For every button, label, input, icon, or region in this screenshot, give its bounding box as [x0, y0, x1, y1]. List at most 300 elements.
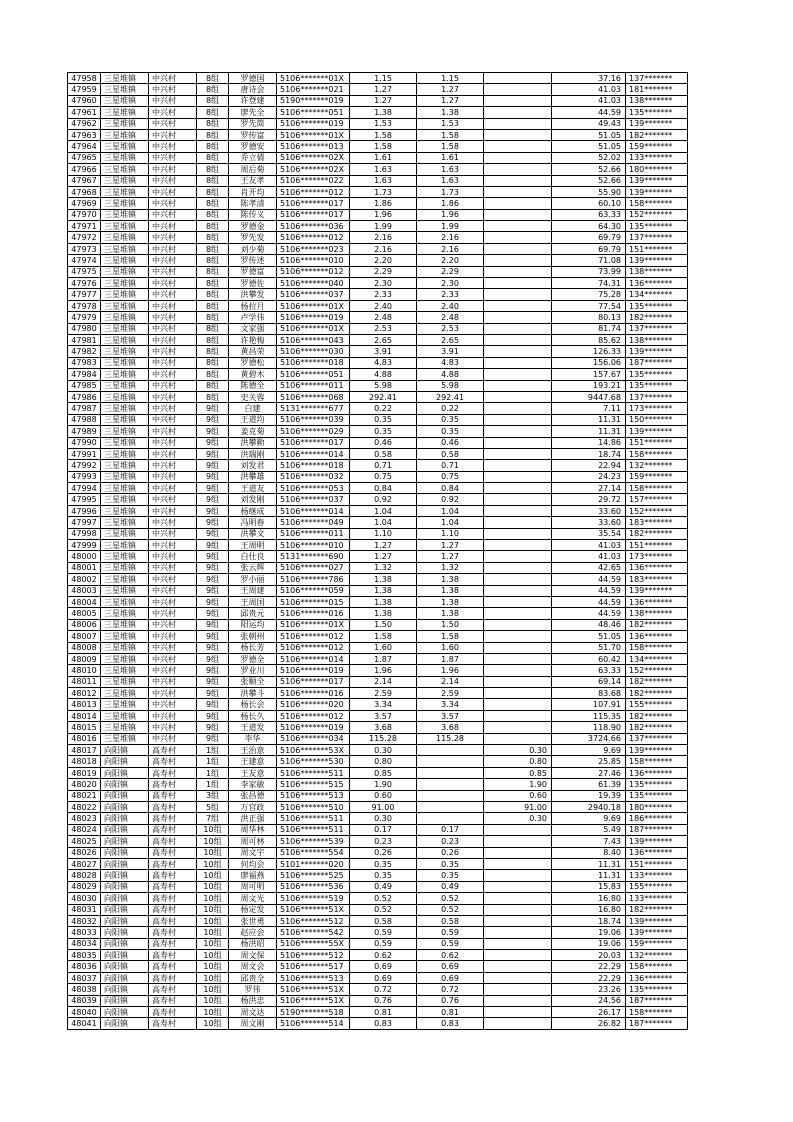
- area-cell: 1.27: [350, 84, 417, 95]
- village-cell: 中兴村: [149, 574, 197, 585]
- amount-cell: 118.90: [552, 722, 626, 733]
- phone-cell: 135*******: [626, 779, 688, 790]
- area-a-cell: 1.38: [417, 107, 484, 118]
- group-cell: 8组: [197, 278, 229, 289]
- village-cell: 高寿村: [149, 802, 197, 813]
- village-cell: 高寿村: [149, 961, 197, 972]
- town-cell: 三星堆镇: [101, 608, 149, 619]
- village-cell: 中兴村: [149, 505, 197, 516]
- phone-cell: 151*******: [626, 858, 688, 869]
- area-a-cell: 0.62: [417, 950, 484, 961]
- phone-cell: 138*******: [626, 95, 688, 106]
- phone-cell: 157*******: [626, 494, 688, 505]
- id-number-cell: 5106*******014: [277, 505, 350, 516]
- phone-cell: 187*******: [626, 824, 688, 835]
- area-cell: 1.63: [350, 164, 417, 175]
- area-cell: 2.30: [350, 278, 417, 289]
- id-number-cell: 5106*******51X: [277, 984, 350, 995]
- group-cell: 9组: [197, 574, 229, 585]
- area-b-cell: [484, 950, 552, 961]
- name-cell: 黄昌荣: [229, 346, 277, 357]
- name-cell: 罗传富: [229, 129, 277, 140]
- amount-cell: 24.23: [552, 471, 626, 482]
- village-cell: 高寿村: [149, 1007, 197, 1018]
- row-number-cell: 47958: [68, 73, 101, 84]
- phone-cell: 155*******: [626, 881, 688, 892]
- group-cell: 8组: [197, 198, 229, 209]
- area-b-cell: [484, 904, 552, 915]
- amount-cell: 27.14: [552, 483, 626, 494]
- amount-cell: 107.91: [552, 699, 626, 710]
- row-number-cell: 47982: [68, 346, 101, 357]
- table-row: [68, 836, 688, 847]
- name-cell: 王建意: [229, 756, 277, 767]
- group-cell: 8组: [197, 141, 229, 152]
- row-number-cell: 48031: [68, 904, 101, 915]
- area-b-cell: [484, 540, 552, 551]
- name-cell: 张朝州: [229, 631, 277, 642]
- area-a-cell: 2.48: [417, 312, 484, 323]
- row-number-cell: 48012: [68, 688, 101, 699]
- table-row: [68, 688, 688, 699]
- row-number-cell: 48026: [68, 847, 101, 858]
- table-row: [68, 574, 688, 585]
- village-cell: 中兴村: [149, 596, 197, 607]
- phone-cell: 151*******: [626, 437, 688, 448]
- amount-cell: 60.42: [552, 653, 626, 664]
- group-cell: 8组: [197, 209, 229, 220]
- village-cell: 高寿村: [149, 915, 197, 926]
- area-b-cell: [484, 517, 552, 528]
- group-cell: 7组: [197, 813, 229, 824]
- group-cell: 9组: [197, 631, 229, 642]
- amount-cell: 35.54: [552, 528, 626, 539]
- area-cell: 1.96: [350, 209, 417, 220]
- area-cell: 0.59: [350, 927, 417, 938]
- town-cell: 三星堆镇: [101, 164, 149, 175]
- area-cell: 1.58: [350, 141, 417, 152]
- name-cell: 廖福燕: [229, 870, 277, 881]
- table-row: [68, 915, 688, 926]
- area-a-cell: 1.04: [417, 505, 484, 516]
- group-cell: 8组: [197, 255, 229, 266]
- phone-cell: 158*******: [626, 483, 688, 494]
- table-row: [68, 642, 688, 653]
- id-number-cell: 5106*******014: [277, 448, 350, 459]
- name-cell: 杨长芳: [229, 642, 277, 653]
- area-b-cell: [484, 870, 552, 881]
- id-number-cell: 5106*******029: [277, 426, 350, 437]
- row-number-cell: 48005: [68, 608, 101, 619]
- area-a-cell: 3.34: [417, 699, 484, 710]
- group-cell: 10组: [197, 1007, 229, 1018]
- town-cell: 三星堆镇: [101, 289, 149, 300]
- phone-cell: 139*******: [626, 346, 688, 357]
- area-a-cell: 2.14: [417, 676, 484, 687]
- area-b-cell: 1.90: [484, 779, 552, 790]
- area-a-cell: 1.87: [417, 653, 484, 664]
- town-cell: 三星堆镇: [101, 232, 149, 243]
- town-cell: 三星堆镇: [101, 619, 149, 630]
- area-b-cell: [484, 995, 552, 1006]
- village-cell: 中兴村: [149, 403, 197, 414]
- area-b-cell: [484, 585, 552, 596]
- village-cell: 高寿村: [149, 779, 197, 790]
- id-number-cell: 5106*******511: [277, 767, 350, 778]
- phone-cell: 137*******: [626, 232, 688, 243]
- town-cell: 向阳镇: [101, 904, 149, 915]
- phone-cell: 136*******: [626, 562, 688, 573]
- amount-cell: 19.39: [552, 790, 626, 801]
- row-number-cell: 48004: [68, 596, 101, 607]
- phone-cell: 137*******: [626, 733, 688, 744]
- table-row: [68, 198, 688, 209]
- phone-cell: 182*******: [626, 528, 688, 539]
- area-b-cell: [484, 938, 552, 949]
- name-cell: 罗先简: [229, 118, 277, 129]
- phone-cell: 138*******: [626, 334, 688, 345]
- row-number-cell: 47995: [68, 494, 101, 505]
- phone-cell: 133*******: [626, 870, 688, 881]
- row-number-cell: 47973: [68, 243, 101, 254]
- village-cell: 高寿村: [149, 858, 197, 869]
- area-a-cell: 292.41: [417, 391, 484, 402]
- amount-cell: 64.30: [552, 221, 626, 232]
- area-cell: 0.52: [350, 893, 417, 904]
- area-a-cell: 1.86: [417, 198, 484, 209]
- group-cell: 10组: [197, 938, 229, 949]
- amount-cell: 26.17: [552, 1007, 626, 1018]
- village-cell: 中兴村: [149, 471, 197, 482]
- amount-cell: 51.05: [552, 129, 626, 140]
- group-cell: 10组: [197, 961, 229, 972]
- area-a-cell: 3.91: [417, 346, 484, 357]
- town-cell: 三星堆镇: [101, 574, 149, 585]
- group-cell: 10组: [197, 927, 229, 938]
- village-cell: 高寿村: [149, 995, 197, 1006]
- name-cell: 刘发君: [229, 460, 277, 471]
- table-row: [68, 858, 688, 869]
- id-number-cell: 5106*******01X: [277, 323, 350, 334]
- name-cell: 文家强: [229, 323, 277, 334]
- id-number-cell: 5106*******011: [277, 380, 350, 391]
- town-cell: 向阳镇: [101, 813, 149, 824]
- area-b-cell: [484, 391, 552, 402]
- name-cell: 周可明: [229, 881, 277, 892]
- row-number-cell: 47991: [68, 448, 101, 459]
- id-number-cell: 5106*******019: [277, 118, 350, 129]
- amount-cell: 74.31: [552, 278, 626, 289]
- group-cell: 1组: [197, 756, 229, 767]
- group-cell: 10组: [197, 995, 229, 1006]
- area-a-cell: 1.38: [417, 574, 484, 585]
- amount-cell: 41.03: [552, 540, 626, 551]
- phone-cell: 182*******: [626, 676, 688, 687]
- row-number-cell: 48007: [68, 631, 101, 642]
- name-cell: 罗传述: [229, 255, 277, 266]
- row-number-cell: 47960: [68, 95, 101, 106]
- area-a-cell: 1.60: [417, 642, 484, 653]
- phone-cell: 136*******: [626, 767, 688, 778]
- village-cell: 中兴村: [149, 323, 197, 334]
- area-a-cell: 0.35: [417, 858, 484, 869]
- table-row: [68, 312, 688, 323]
- phone-cell: 135*******: [626, 107, 688, 118]
- name-cell: 罗德全: [229, 653, 277, 664]
- name-cell: 刘少菊: [229, 243, 277, 254]
- table-row: [68, 357, 688, 368]
- village-cell: 高寿村: [149, 950, 197, 961]
- area-a-cell: 0.52: [417, 904, 484, 915]
- amount-cell: 60.10: [552, 198, 626, 209]
- village-cell: 中兴村: [149, 642, 197, 653]
- table-row: [68, 129, 688, 140]
- area-a-cell: 2.29: [417, 266, 484, 277]
- area-a-cell: 2.59: [417, 688, 484, 699]
- area-b-cell: [484, 1007, 552, 1018]
- area-cell: 1.27: [350, 551, 417, 562]
- area-cell: 1.27: [350, 540, 417, 551]
- area-b-cell: [484, 73, 552, 84]
- phone-cell: 139*******: [626, 118, 688, 129]
- town-cell: 三星堆镇: [101, 312, 149, 323]
- area-a-cell: 0.69: [417, 972, 484, 983]
- phone-cell: 139*******: [626, 585, 688, 596]
- name-cell: 洪攀斗: [229, 688, 277, 699]
- amount-cell: 51.70: [552, 642, 626, 653]
- name-cell: 罗德富: [229, 266, 277, 277]
- table-row: [68, 232, 688, 243]
- area-a-cell: 1.32: [417, 562, 484, 573]
- group-cell: 9组: [197, 517, 229, 528]
- row-number-cell: 48038: [68, 984, 101, 995]
- area-a-cell: 0.23: [417, 836, 484, 847]
- area-a-cell: 0.92: [417, 494, 484, 505]
- name-cell: 何均会: [229, 858, 277, 869]
- group-cell: 8组: [197, 243, 229, 254]
- town-cell: 向阳镇: [101, 1007, 149, 1018]
- id-number-cell: 5106*******510: [277, 802, 350, 813]
- id-number-cell: 5106*******514: [277, 1018, 350, 1029]
- town-cell: 三星堆镇: [101, 391, 149, 402]
- area-cell: 0.58: [350, 915, 417, 926]
- table-row: [68, 255, 688, 266]
- area-cell: 91.00: [350, 802, 417, 813]
- group-cell: 8组: [197, 73, 229, 84]
- group-cell: 9组: [197, 699, 229, 710]
- village-cell: 中兴村: [149, 676, 197, 687]
- area-cell: 0.30: [350, 745, 417, 756]
- amount-cell: 26.82: [552, 1018, 626, 1029]
- amount-cell: 48.46: [552, 619, 626, 630]
- table-row: [68, 107, 688, 118]
- area-cell: 0.72: [350, 984, 417, 995]
- town-cell: 向阳镇: [101, 881, 149, 892]
- area-a-cell: 1.96: [417, 209, 484, 220]
- area-b-cell: [484, 289, 552, 300]
- table-row: [68, 517, 688, 528]
- phone-cell: 182*******: [626, 619, 688, 630]
- id-number-cell: 5106*******02X: [277, 164, 350, 175]
- area-cell: 4.83: [350, 357, 417, 368]
- table-row: [68, 278, 688, 289]
- area-b-cell: [484, 574, 552, 585]
- town-cell: 三星堆镇: [101, 517, 149, 528]
- town-cell: 三星堆镇: [101, 300, 149, 311]
- table-row: [68, 505, 688, 516]
- area-b-cell: [484, 494, 552, 505]
- phone-cell: 136*******: [626, 596, 688, 607]
- amount-cell: 3724.66: [552, 733, 626, 744]
- amount-cell: 63.33: [552, 665, 626, 676]
- amount-cell: 11.31: [552, 426, 626, 437]
- area-a-cell: 0.83: [417, 1018, 484, 1029]
- phone-cell: 183*******: [626, 517, 688, 528]
- table-row: [68, 596, 688, 607]
- area-cell: 1.63: [350, 175, 417, 186]
- village-cell: 中兴村: [149, 164, 197, 175]
- row-number-cell: 47990: [68, 437, 101, 448]
- table-row: [68, 756, 688, 767]
- name-cell: 许艳梅: [229, 334, 277, 345]
- area-cell: 0.80: [350, 756, 417, 767]
- id-number-cell: 5106*******51X: [277, 995, 350, 1006]
- area-cell: 0.49: [350, 881, 417, 892]
- group-cell: 9组: [197, 722, 229, 733]
- name-cell: 王周建: [229, 585, 277, 596]
- area-cell: 2.53: [350, 323, 417, 334]
- id-number-cell: 5106*******017: [277, 676, 350, 687]
- id-number-cell: 5106*******536: [277, 881, 350, 892]
- amount-cell: 77.54: [552, 300, 626, 311]
- table-row: [68, 779, 688, 790]
- id-number-cell: 5106*******011: [277, 528, 350, 539]
- table-row: [68, 334, 688, 345]
- phone-cell: 137*******: [626, 391, 688, 402]
- phone-cell: 158*******: [626, 448, 688, 459]
- name-cell: 张世勇: [229, 915, 277, 926]
- town-cell: 三星堆镇: [101, 688, 149, 699]
- phone-cell: 187*******: [626, 1018, 688, 1029]
- area-b-cell: [484, 528, 552, 539]
- village-cell: 中兴村: [149, 631, 197, 642]
- table-row: [68, 870, 688, 881]
- id-number-cell: 5106*******068: [277, 391, 350, 402]
- group-cell: 9组: [197, 733, 229, 744]
- area-cell: 0.59: [350, 938, 417, 949]
- row-number-cell: 47996: [68, 505, 101, 516]
- area-a-cell: 2.16: [417, 232, 484, 243]
- area-cell: 0.17: [350, 824, 417, 835]
- area-a-cell: 0.76: [417, 995, 484, 1006]
- phone-cell: 180*******: [626, 802, 688, 813]
- area-a-cell: 0.35: [417, 426, 484, 437]
- group-cell: 8组: [197, 334, 229, 345]
- area-a-cell: 0.35: [417, 414, 484, 425]
- area-b-cell: [484, 688, 552, 699]
- area-cell: 2.65: [350, 334, 417, 345]
- village-cell: 高寿村: [149, 1018, 197, 1029]
- area-b-cell: [484, 221, 552, 232]
- name-cell: 王治意: [229, 745, 277, 756]
- row-number-cell: 48040: [68, 1007, 101, 1018]
- id-number-cell: 5106*******012: [277, 631, 350, 642]
- area-a-cell: 2.30: [417, 278, 484, 289]
- name-cell: 罗先发: [229, 232, 277, 243]
- row-number-cell: 48002: [68, 574, 101, 585]
- name-cell: 杨洪忠: [229, 995, 277, 1006]
- id-number-cell: 5106*******012: [277, 710, 350, 721]
- table-row: [68, 175, 688, 186]
- town-cell: 向阳镇: [101, 915, 149, 926]
- name-cell: 许登建: [229, 95, 277, 106]
- area-cell: 0.30: [350, 813, 417, 824]
- group-cell: 8组: [197, 95, 229, 106]
- area-a-cell: [417, 813, 484, 824]
- id-number-cell: 5106*******019: [277, 312, 350, 323]
- amount-cell: 81.74: [552, 323, 626, 334]
- village-cell: 中兴村: [149, 84, 197, 95]
- table-row: [68, 972, 688, 983]
- phone-cell: 155*******: [626, 699, 688, 710]
- id-number-cell: 5106*******015: [277, 596, 350, 607]
- village-cell: 中兴村: [149, 460, 197, 471]
- area-cell: 2.59: [350, 688, 417, 699]
- name-cell: 罗德金: [229, 221, 277, 232]
- row-number-cell: 48013: [68, 699, 101, 710]
- table-row: [68, 608, 688, 619]
- amount-cell: 193.21: [552, 380, 626, 391]
- village-cell: 高寿村: [149, 824, 197, 835]
- table-row: [68, 426, 688, 437]
- row-number-cell: 48006: [68, 619, 101, 630]
- town-cell: 三星堆镇: [101, 710, 149, 721]
- area-a-cell: 0.84: [417, 483, 484, 494]
- town-cell: 向阳镇: [101, 893, 149, 904]
- table-row: [68, 665, 688, 676]
- group-cell: 9组: [197, 426, 229, 437]
- village-cell: 高寿村: [149, 881, 197, 892]
- area-b-cell: 0.30: [484, 813, 552, 824]
- area-cell: 5.98: [350, 380, 417, 391]
- area-b-cell: [484, 243, 552, 254]
- row-number-cell: 47981: [68, 334, 101, 345]
- phone-cell: 135*******: [626, 369, 688, 380]
- area-b-cell: [484, 334, 552, 345]
- group-cell: 9组: [197, 483, 229, 494]
- name-cell: 王友孝: [229, 175, 277, 186]
- village-cell: 中兴村: [149, 221, 197, 232]
- area-a-cell: 1.38: [417, 585, 484, 596]
- id-number-cell: 5106*******037: [277, 494, 350, 505]
- name-cell: 周文会: [229, 961, 277, 972]
- amount-cell: 52.66: [552, 175, 626, 186]
- village-cell: 中兴村: [149, 483, 197, 494]
- group-cell: 9组: [197, 437, 229, 448]
- amount-cell: 24.56: [552, 995, 626, 1006]
- name-cell: 李家敏: [229, 779, 277, 790]
- id-number-cell: 5106*******053: [277, 483, 350, 494]
- village-cell: 高寿村: [149, 984, 197, 995]
- group-cell: 9组: [197, 642, 229, 653]
- amount-cell: 11.31: [552, 870, 626, 881]
- row-number-cell: 47993: [68, 471, 101, 482]
- table-row: [68, 323, 688, 334]
- group-cell: 8组: [197, 369, 229, 380]
- area-cell: 0.52: [350, 904, 417, 915]
- area-b-cell: [484, 175, 552, 186]
- id-number-cell: 5106*******051: [277, 369, 350, 380]
